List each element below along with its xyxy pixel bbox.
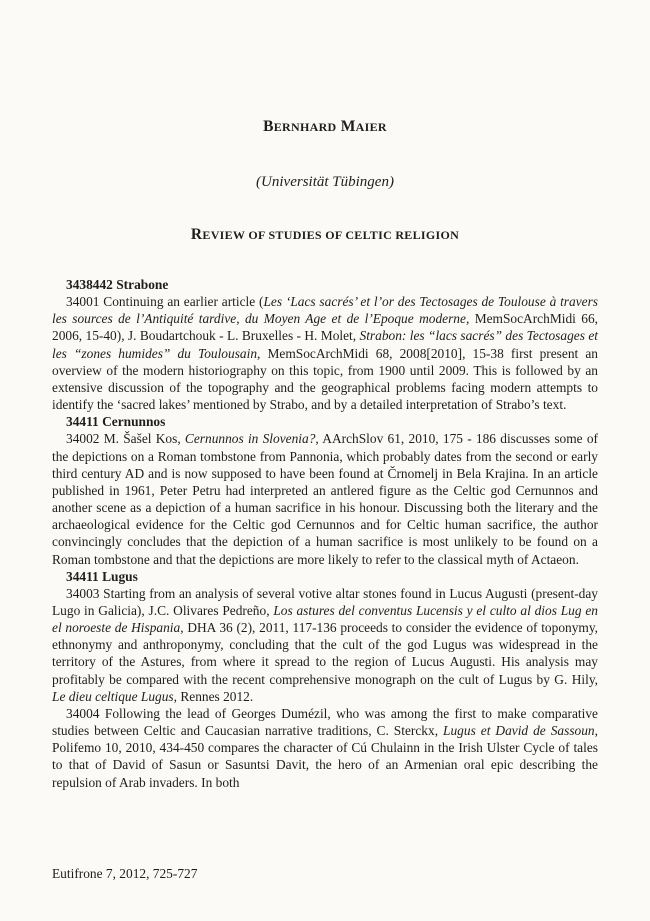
section-heading-strabone: 3438442 Strabone [66, 277, 169, 292]
review-body [52, 276, 598, 791]
review-title: REVIEW OF STUDIES OF CELTIC RELIGION [190, 226, 460, 243]
author-affiliation: (Universität Tübingen) [256, 174, 394, 190]
author-name: BERNHARD MAIER [263, 118, 387, 135]
entry-34002: 34002 M. Šašel Kos, Cernunnos in Slovenia?, AArchSlov 61, 2010, 175 - 186 discusses some of the depictions on a Roman tombstone from Pannonia, which probably dates from the second or early third century AD and is now supposed to have been found at Črnomelj in Bela Krajina. In an article published in 1961, Peter Petru had interpreted an antlered figure as the Celtic god Cernunnos and another scene as a depiction of a human sacrifice in his honour. Discussing both the literary and the archaeological evidence for the Celtic god Cernunnos and for Celtic human sacrifice, the author convincingly concludes that the depiction of a human sacrifice is most unlikely to be found on a Roman tombstone and that the depictions are more likely to refer to the classical myth of Actaeon. [52, 431, 599, 567]
entry-34004: 34004 Following the lead of Georges Dumézil, who was among the first to make comparative studies between Celtic and Caucasian narrative traditions, C. Sterckx, Lugus et David de Sassoun, Polifemo 10, 2010, 434-450 compares the character of Cú Chulainn in the Irish Ulster Cycle of tales to that of David of Sasun or Sasuntsi Davit, the hero of an Armenian oral epic describing the repulsion of Arab invaders. In both [52, 705, 598, 790]
footer-citation: Eutifrone 7, 2012, 725-727 [52, 866, 198, 881]
section-heading-lugus: 34411 Lugus [66, 568, 138, 584]
entry-34003: 34003 Starting from an analysis of several votive altar stones found in Lucus Augusti (present-day Lugo in Galicia), J.C. Olivares Pedreño, Los astures del conventus Lucensis y el culto al dios Lug en el noroeste de Hispania, DHA 36 (2), 2011, 117-136 proceeds to consider the evidence of toponymy, ethnonymy and anthroponymy, concluding that the cult of the god Lugus was widespread in the territory of the Astures, from where it spread to the region of Lucus Augusti. His analysis may profitably be compared with the recent comprehensive monograph on the cult of Lugus by G. Hily, Le dieu celtique Lugus, Rennes 2012. [52, 585, 598, 704]
section-heading-cernunnos: 34411 Cernunnos [66, 414, 166, 430]
entry-34001: 34001 Continuing an earlier article (Les ‘Lacs sacrés’ et l’or des Tectosages de Toulouse à travers les sources de l’Antiquité tardive, du Moyen Age et de l’Epoque moderne, MemSocArchMidi 66, 2006, 15-40), J. Boudartchouk - L. Bruxelles - H. Molet, Strabon: les “lacs sacrés” des Tectosages et les “zones humides” du Toulousain, MemSocArchMidi 68, 2008[2010], 15-38 first present an overview of the modern historiography on this topic, from 1900 until 2009. This is followed by an extensive discussion of the topography and the geographical problems facing modern attempts to identify the ‘sacred lakes’ mentioned by Strabo, and by a detailed interpretation of Strabo’s text. [52, 294, 599, 413]
